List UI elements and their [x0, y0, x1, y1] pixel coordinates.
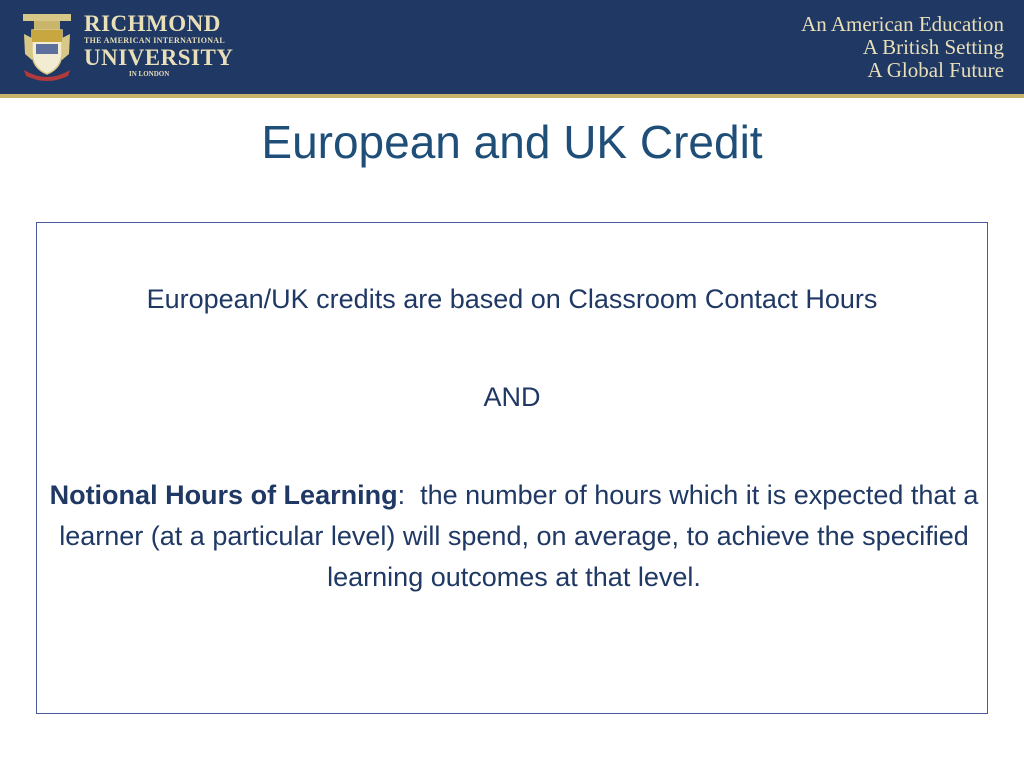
- header-banner: [0, 0, 1024, 94]
- logo-line-university: UNIVERSITY: [84, 45, 234, 70]
- tagline-line-2: A British Setting: [862, 35, 1004, 59]
- university-logo: [84, 12, 234, 79]
- logo-line-in-london: IN LONDON: [129, 70, 170, 78]
- definition-term: Notional Hours of Learning: [49, 480, 398, 510]
- definition-separator: :: [397, 480, 406, 510]
- logo-line-richmond: RICHMOND: [84, 11, 221, 36]
- university-crest-icon: [20, 12, 74, 82]
- logo-line-american-international: THE AMERICAN INTERNATIONAL: [84, 36, 226, 45]
- slide-title: European and UK Credit: [261, 116, 763, 168]
- credit-statement: European/UK credits are based on Classroom Contact Hours: [146, 284, 878, 314]
- connector-and: AND: [483, 382, 541, 412]
- notional-hours-definition: [49, 475, 979, 598]
- definition-text: the number of hours which it is expected that a learner (at a particular level) will spend, on average, to achieve the specified learning outcomes at that level.: [59, 480, 979, 592]
- tagline: [801, 13, 1004, 82]
- header-divider: [0, 94, 1024, 98]
- tagline-line-1: An American Education: [801, 12, 1004, 36]
- content-box: [36, 222, 988, 714]
- tagline-line-3: A Global Future: [867, 58, 1004, 82]
